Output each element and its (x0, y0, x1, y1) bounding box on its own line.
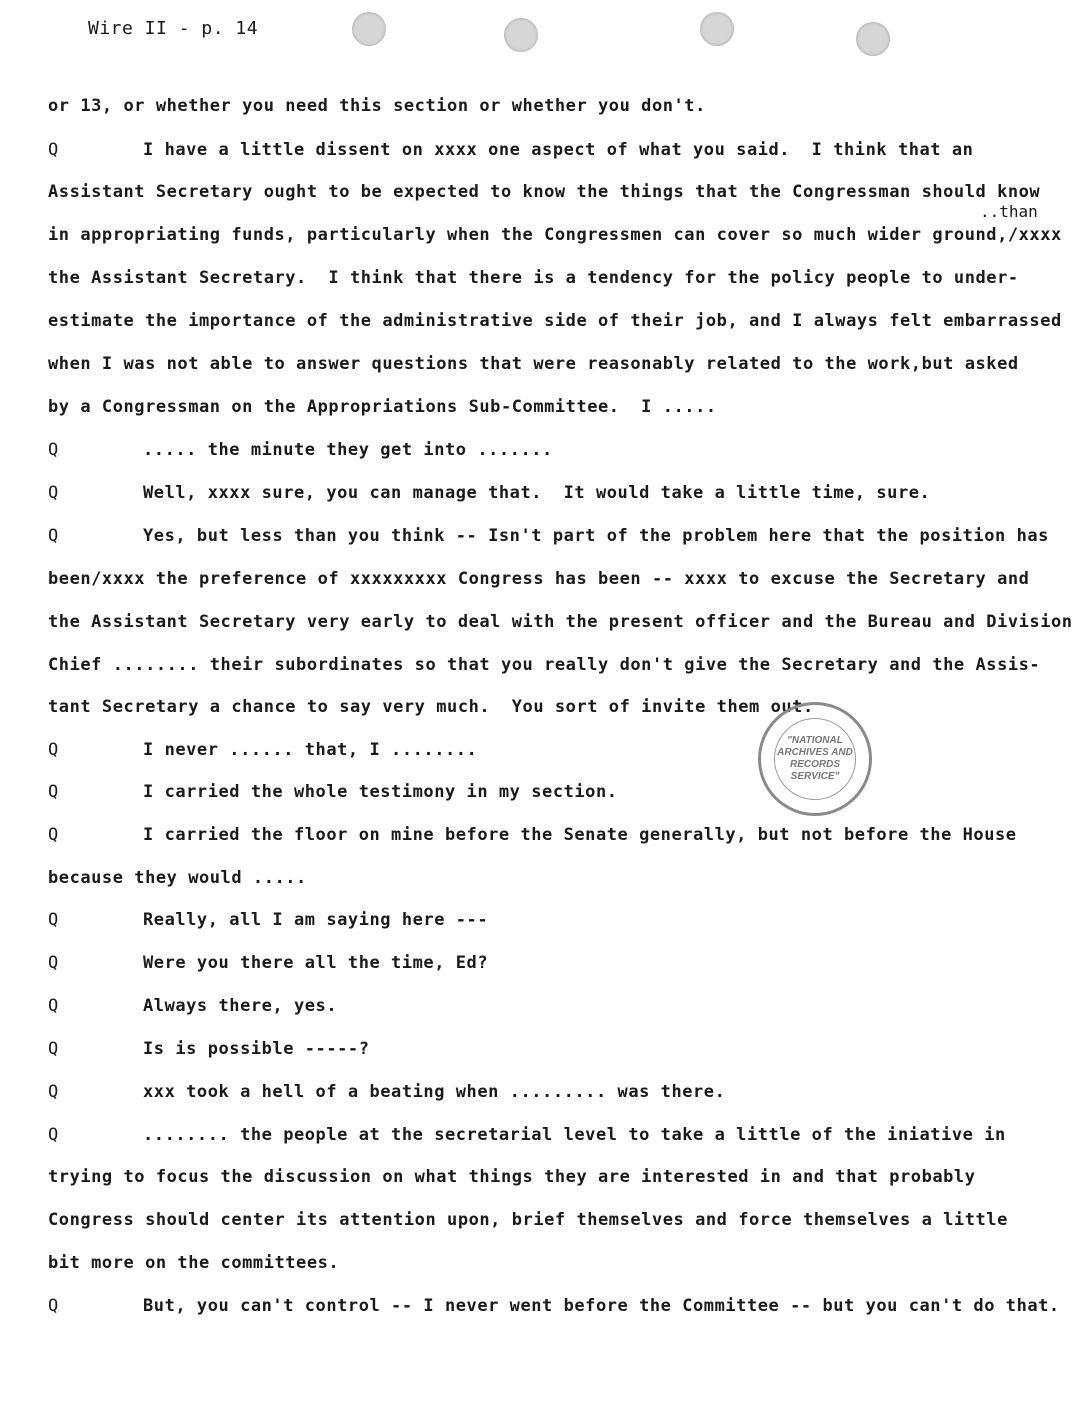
text-line: Yes, but less than you think -- Isn't part of the problem here that the position has (143, 526, 1049, 546)
text-line: when I was not able to answer questions that were reasonably related to the work,but asked (48, 354, 1019, 374)
speaker-label: Q (48, 953, 59, 973)
punch-hole (504, 18, 538, 52)
text-line: I never ...... that, I ........ (143, 740, 478, 760)
speaker-label: Q (48, 526, 59, 546)
punch-hole (700, 12, 734, 46)
text-line: Were you there all the time, Ed? (143, 953, 489, 973)
speaker-label: Q (48, 996, 59, 1016)
text-line: estimate the importance of the administrative side of their job, and I always felt embarrassed (48, 311, 1062, 331)
text-line: by a Congressman on the Appropriations Sub-Committee. I ..... (48, 397, 717, 417)
speaker-label: Q (48, 1125, 59, 1145)
speaker-label: Q (48, 1082, 59, 1102)
text-line: the Assistant Secretary. I think that there is a tendency for the policy people to under- (48, 268, 1019, 288)
speaker-label: Q (48, 825, 59, 845)
speaker-label: Q (48, 1296, 59, 1316)
punch-hole (352, 12, 386, 46)
text-line: xxx took a hell of a beating when ......... was there. (143, 1082, 726, 1102)
text-line: But, you can't control -- I never went before the Committee -- but you can't do that. (143, 1296, 1060, 1316)
speaker-label: Q (48, 740, 59, 760)
stamp-text: "NATIONAL ARCHIVES AND RECORDS SERVICE" (777, 735, 853, 782)
archive-stamp (758, 702, 872, 816)
text-line: bit more on the committees. (48, 1253, 340, 1273)
text-line: Assistant Secretary ought to be expected to know the things that the Congressman should know (48, 182, 1041, 202)
stamp-inner (774, 718, 856, 800)
speaker-label: Q (48, 1039, 59, 1059)
text-line: the Assistant Secretary very early to deal with the present officer and the Bureau and Division (48, 612, 1073, 632)
punch-hole (856, 22, 890, 56)
text-line: Chief ........ their subordinates so that you really don't give the Secretary and the Assis- (48, 655, 1041, 675)
speaker-label: Q (48, 440, 59, 460)
page-header: Wire II - p. 14 (88, 18, 259, 39)
speaker-label: Q (48, 483, 59, 503)
text-line: ..... the minute they get into ....... (143, 440, 553, 460)
text-line: tant Secretary a chance to say very much. You sort of invite them out. (48, 697, 814, 717)
text-line: Always there, yes. (143, 996, 338, 1016)
text-line: or 13, or whether you need this section or whether you don't. (48, 96, 706, 116)
text-line: Congress should center its attention upon, brief themselves and force themselves a little (48, 1210, 1008, 1230)
text-line: Really, all I am saying here --- (143, 910, 489, 930)
text-line: I carried the floor on mine before the Senate generally, but not before the House (143, 825, 1017, 845)
text-line: Is is possible -----? (143, 1039, 370, 1059)
text-line: in appropriating funds, particularly when the Congressmen can cover so much wider ground,/xxxx (48, 225, 1062, 245)
text-line: trying to focus the discussion on what things they are interested in and that probably (48, 1167, 976, 1187)
text-line: because they would ..... (48, 868, 307, 888)
text-line: ........ the people at the secretarial level to take a little of the iniative in (143, 1125, 1006, 1145)
text-line: I have a little dissent on xxxx one aspect of what you said. I think that an (143, 140, 974, 160)
speaker-label: Q (48, 140, 59, 160)
speaker-label: Q (48, 910, 59, 930)
text-line: I carried the whole testimony in my section. (143, 782, 618, 802)
text-line: been/xxxx the preference of xxxxxxxxx Congress has been -- xxxx to excuse the Secretary and (48, 569, 1030, 589)
handwritten-insert: ..than (980, 202, 1038, 221)
speaker-label: Q (48, 782, 59, 802)
text-line: Well, xxxx sure, you can manage that. It would take a little time, sure. (143, 483, 931, 503)
